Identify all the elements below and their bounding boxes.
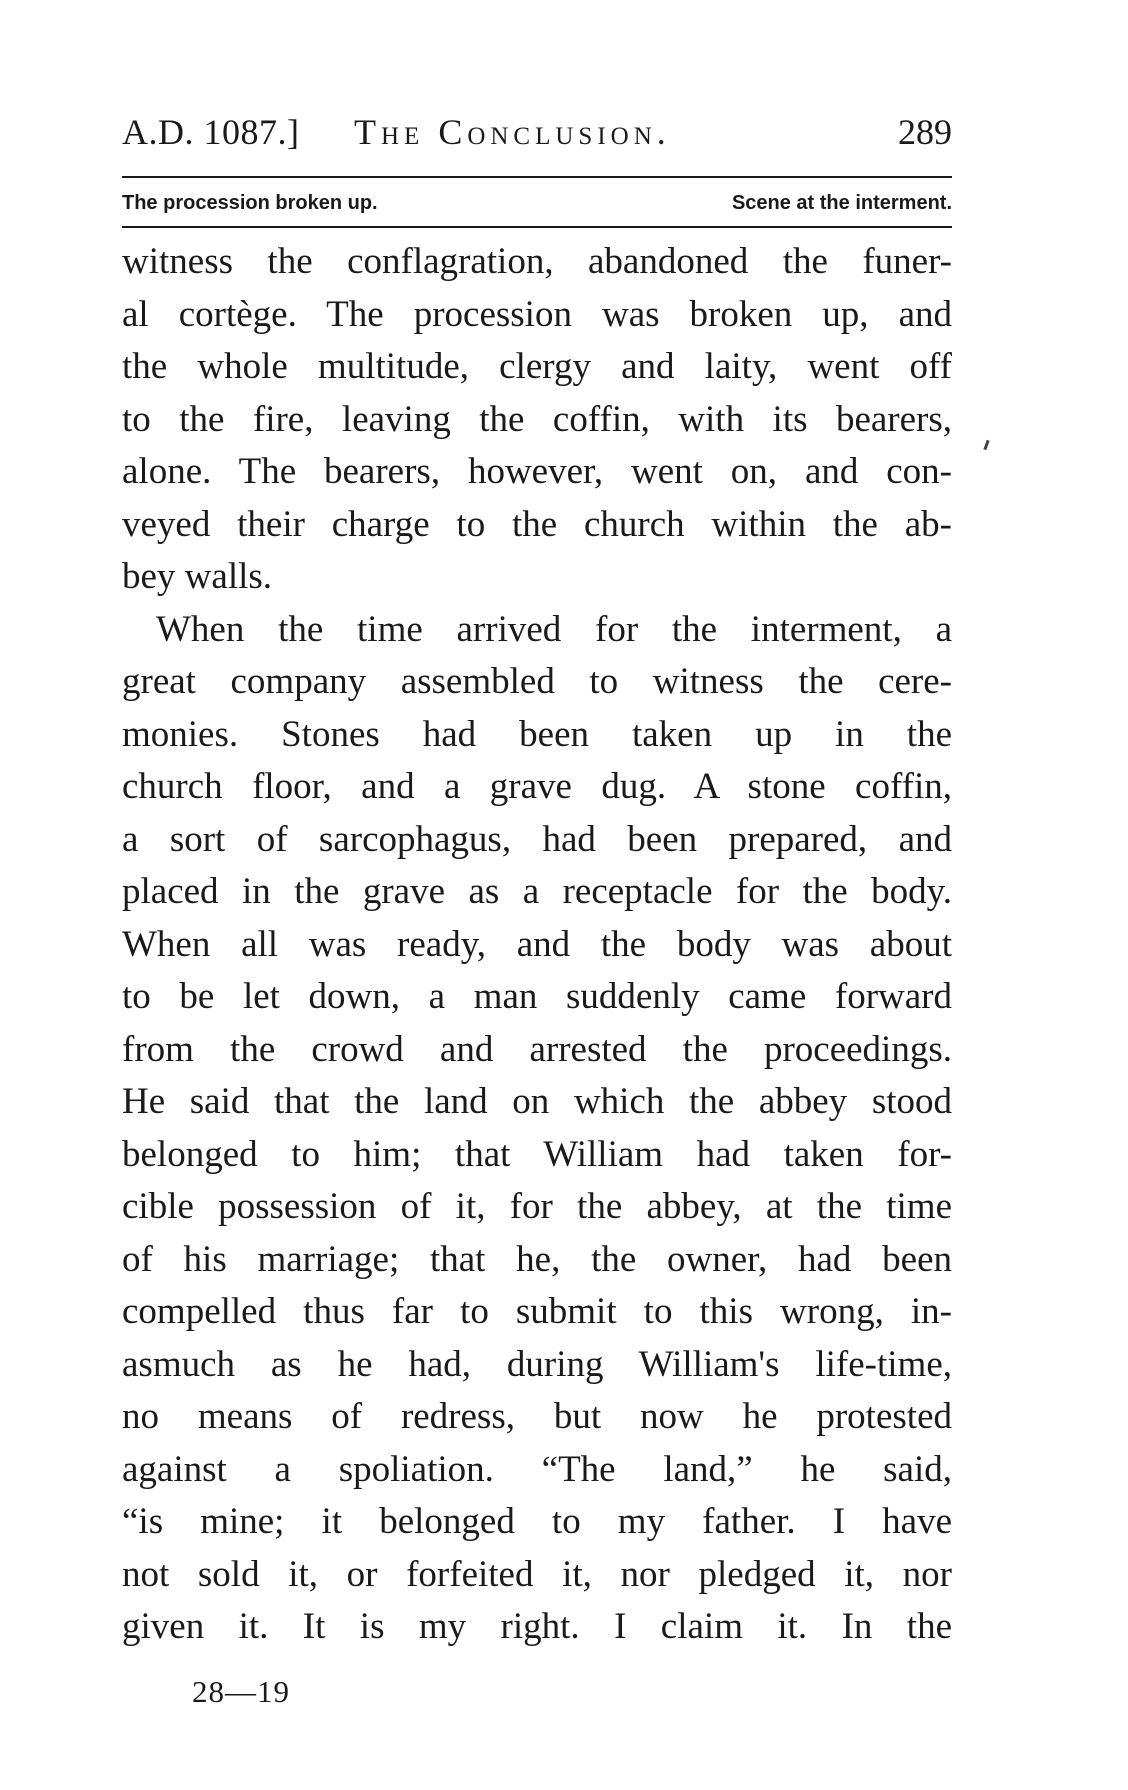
text-line: church floor, and a grave dug. A stone coffin,	[122, 766, 952, 807]
text-line: belonged to him; that William had taken for-	[122, 1133, 952, 1175]
text-line: compelled thus far to submit to this wrong, in-	[122, 1291, 952, 1332]
side-heading-left: The procession broken up.	[122, 192, 378, 214]
text-line: monies. Stones had been taken up in the	[122, 713, 952, 755]
header-era: A.D. 1087.]	[122, 112, 300, 152]
printer-signature: 28—19	[192, 1674, 290, 1709]
text-line: alone. The bearers, however, went on, and con-	[122, 451, 952, 492]
text-line: cible possession of it, for the abbey, at the time	[122, 1186, 952, 1227]
text-line: not sold it, or forfeited it, nor pledged it, nor	[122, 1553, 952, 1595]
text-line: bey walls.	[122, 556, 273, 597]
text-line: He said that the land on which the abbey stood	[122, 1081, 952, 1122]
text-line: to be let down, a man suddenly came forward	[122, 976, 952, 1017]
text-line: al cortège. The procession was broken up, and	[122, 293, 952, 335]
text-line: against a spoliation. “The land,” he said,	[122, 1448, 952, 1490]
text-line: to the fire, leaving the coffin, with its bearers,	[122, 398, 952, 440]
text-line: the whole multitude, clergy and laity, went off	[122, 346, 952, 387]
text-line: “is mine; it belonged to my father. I have	[122, 1501, 952, 1542]
page-number: 289	[898, 112, 952, 152]
text-line: When all was ready, and the body was about	[122, 923, 952, 965]
side-headings	[122, 186, 952, 220]
text-line: of his marriage; that he, the owner, had been	[122, 1238, 952, 1280]
text-line: veyed their charge to the church within the ab-	[122, 503, 952, 545]
header-rule-bottom	[122, 226, 952, 228]
text-line: placed in the grave as a receptacle for the body.	[122, 871, 952, 912]
side-heading-right: Scene at the interment.	[731, 192, 952, 214]
text-line: When the time arrived for the interment, a	[156, 608, 952, 650]
text-line: witness the conflagration, abandoned the funer-	[122, 241, 952, 282]
text-line: asmuch as he had, during William's life-time,	[122, 1343, 952, 1385]
text-line: great company assembled to witness the cere-	[122, 661, 952, 702]
text-line: given it. It is my right. I claim it. In the	[122, 1606, 952, 1647]
text-line: no means of redress, but now he protested	[122, 1396, 952, 1437]
text-line: from the crowd and arrested the proceedings.	[122, 1028, 952, 1070]
header-title: The Conclusion.	[354, 112, 671, 152]
body-text	[122, 236, 952, 1654]
text-line: a sort of sarcophagus, had been prepared, and	[122, 818, 952, 860]
header-rule-top	[122, 176, 952, 178]
ink-speck	[983, 440, 989, 450]
running-header	[122, 102, 952, 162]
